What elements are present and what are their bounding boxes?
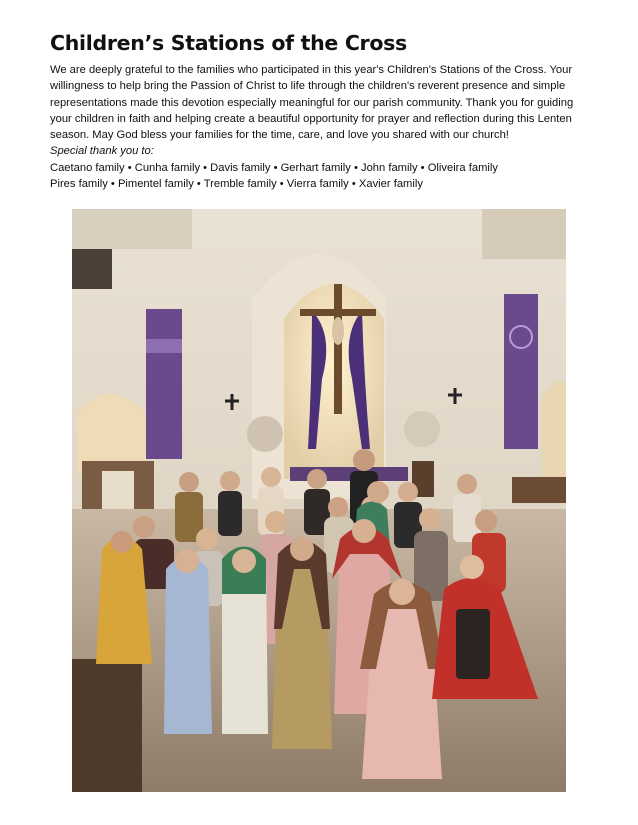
pew-edge xyxy=(72,659,142,792)
family-list-line-1: Caetano family • Cunha family • Davis family • Gerhart family • John family • Oliveira family xyxy=(50,161,498,174)
banner-left xyxy=(146,309,182,459)
crucifix-beam xyxy=(300,309,376,316)
article-body xyxy=(50,62,598,192)
group-photo xyxy=(72,209,566,792)
child-blue-robe xyxy=(164,557,212,735)
article-title: Children’s Stations of the Cross xyxy=(50,31,407,55)
thanks-label: Special thank you to: xyxy=(50,145,154,158)
corpus xyxy=(332,317,344,345)
family-list-line-2: Pires family • Pimentel family • Tremble family • Vierra family • Xavier family xyxy=(50,178,423,191)
article-paragraph: We are deeply grateful to the families who participated in this year's Children's Stations of the Cross. Your willingness to help bring the Passion of Christ to life through the children's reverent presence and simple representations made this devotion especially meaningful for our parish community. Thank you for guiding your children in faith and helping create a beautiful opportunity for prayer and reflection during this Lenten season. May God bless your families for the time, care, and love you shared with our church! xyxy=(50,64,574,142)
banner-right xyxy=(504,294,538,449)
group-photo-illustration xyxy=(72,209,566,792)
crucifix-upright xyxy=(334,284,342,414)
